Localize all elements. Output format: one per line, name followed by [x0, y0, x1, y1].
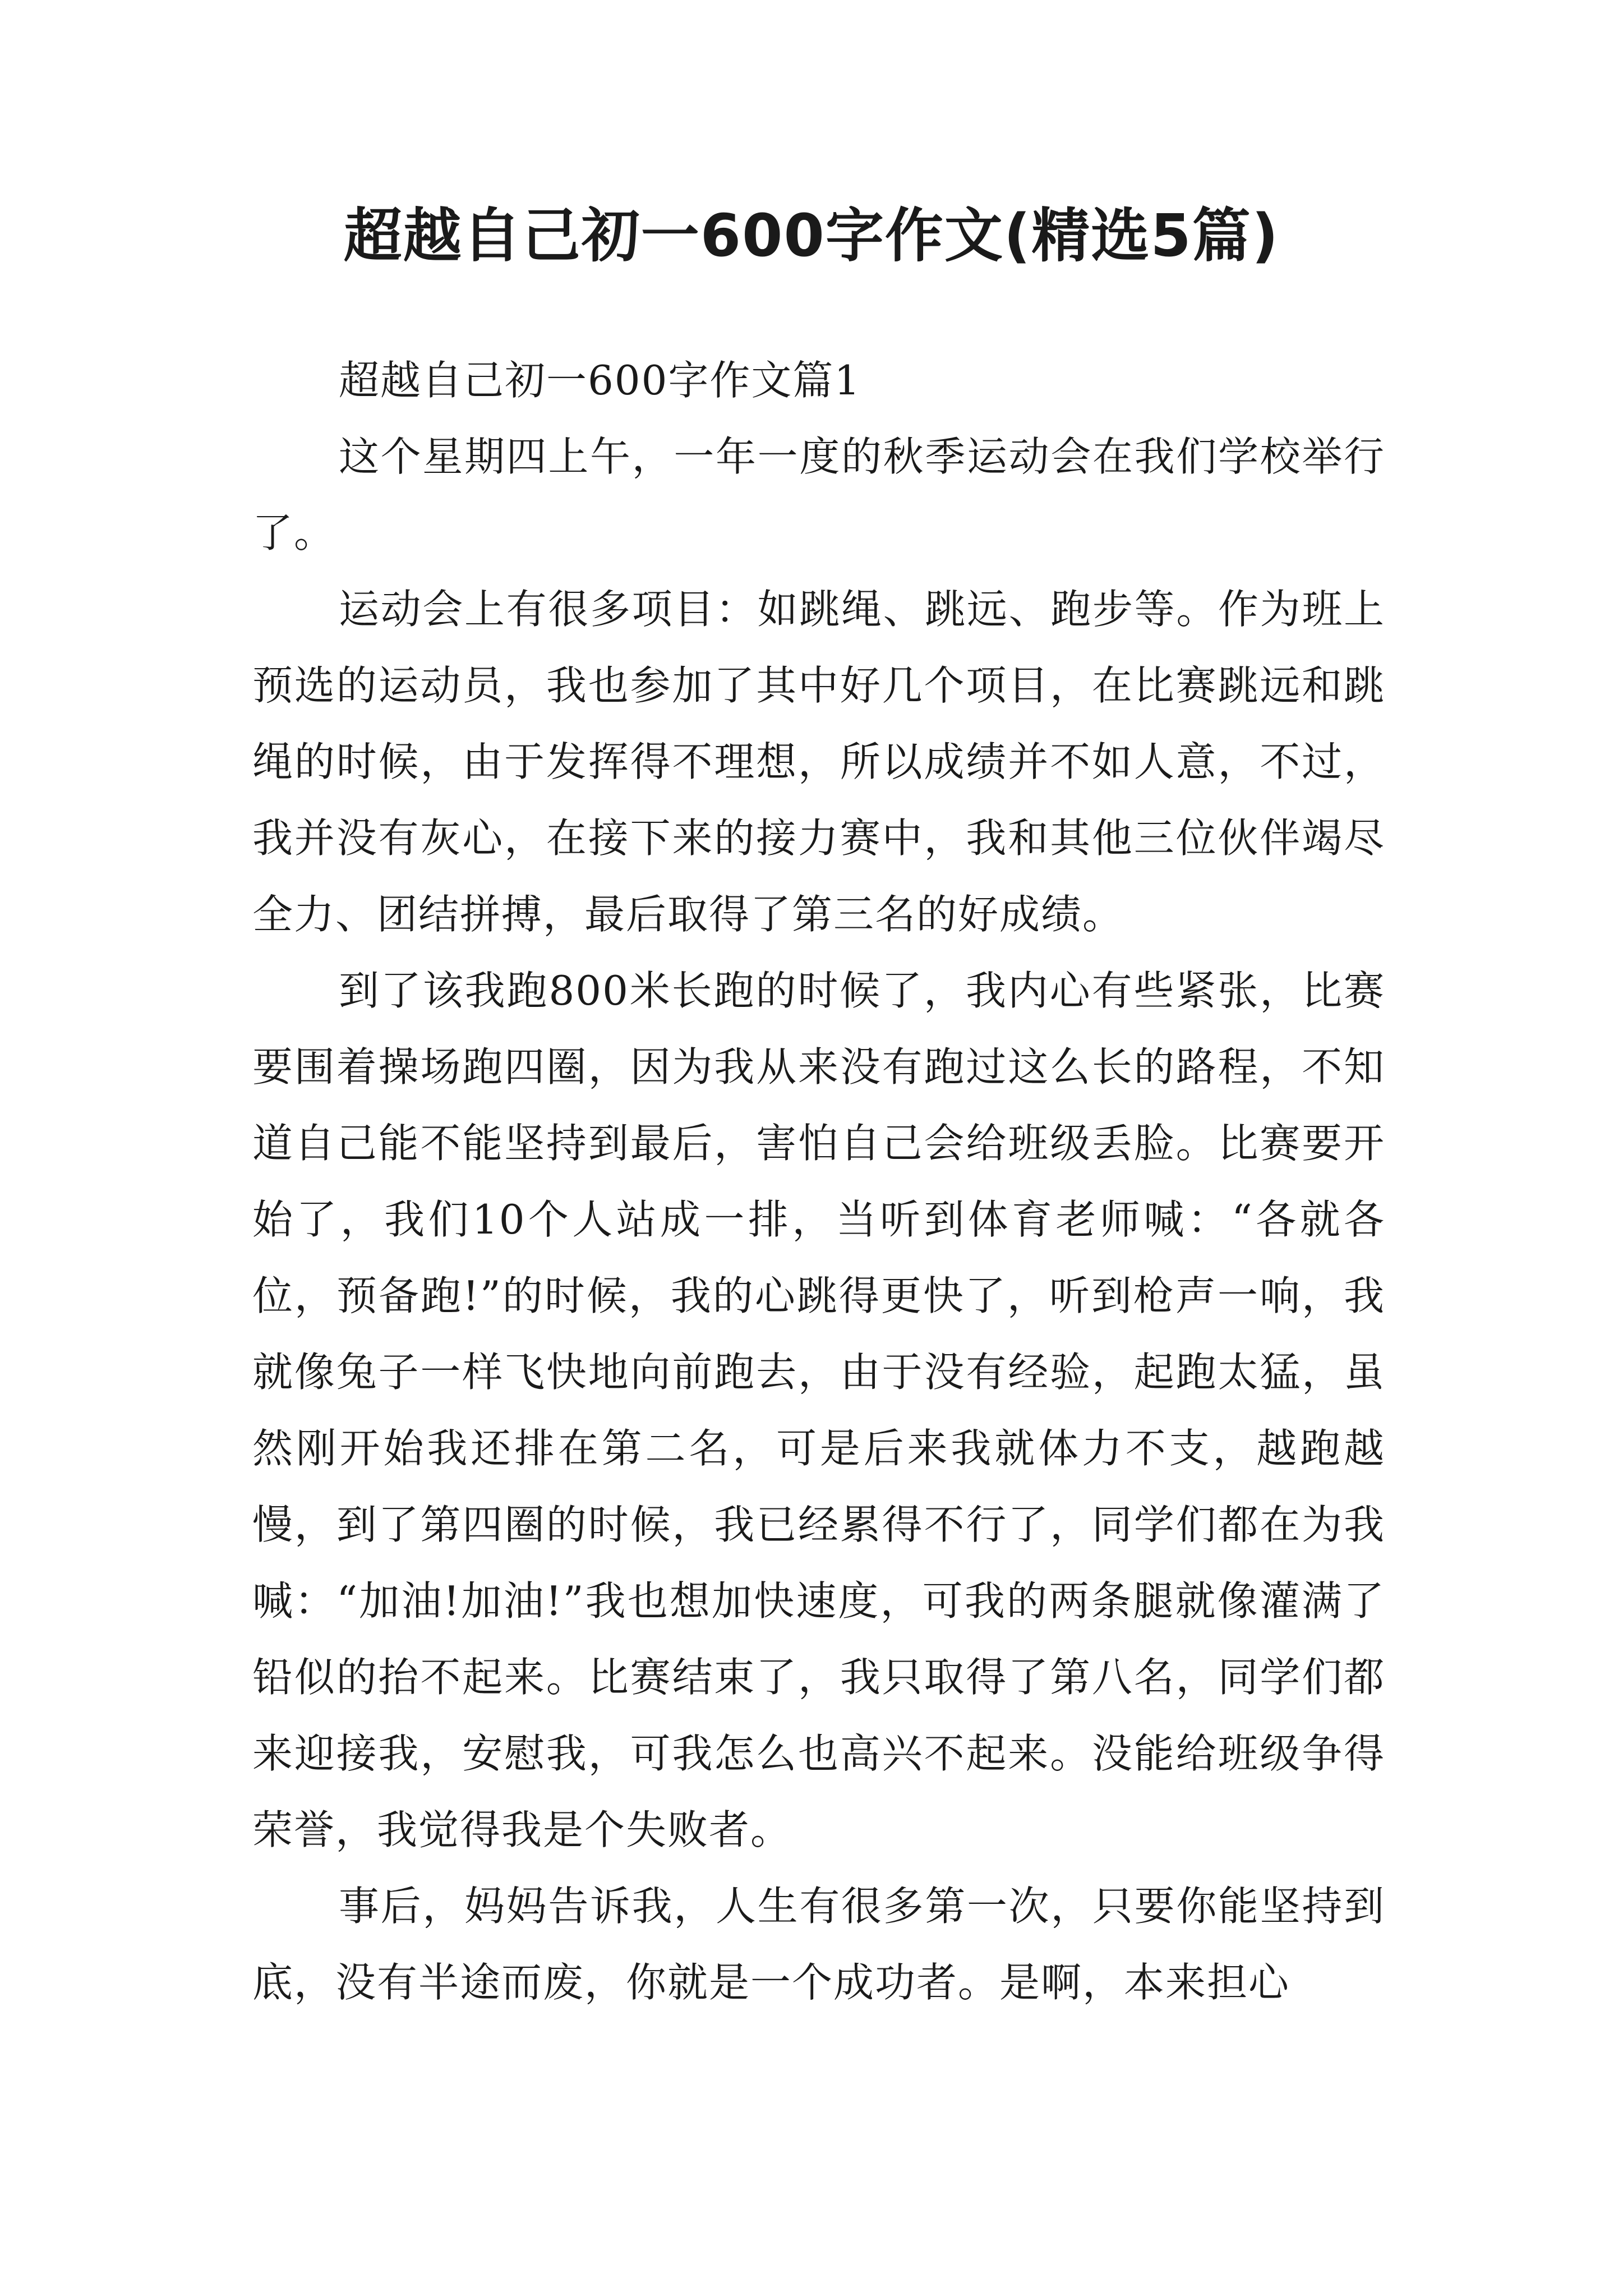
paragraph: 运动会上有很多项目：如跳绳、跳远、跑步等。作为班上预选的运动员，我也参加了其中好几个项目，在比赛跳远和跳绳的时候，由于发挥得不理想，所以成绩并不如人意，不过，我并没有灰心，在接下来的接力赛中，我和其他三位伙伴竭尽全力、团结拼搏，最后取得了第三名的好成绩。 [252, 586, 1385, 938]
paragraph: 这个星期四上午，一年一度的秋季运动会在我们学校举行了。 [252, 433, 1385, 556]
document-title: 超越自己初一600字作文(精选5篇) [343, 201, 1280, 270]
document-body [252, 342, 1385, 2021]
section-heading: 超越自己初一600字作文篇1 [339, 357, 861, 404]
paragraph: 事后，妈妈告诉我，人生有很多第一次，只要你能坚持到底，没有半途而废，你就是一个成功者。是啊，本来担心 [252, 1883, 1385, 2006]
paragraph: 到了该我跑800米长跑的时候了，我内心有些紧张，比赛要围着操场跑四圈，因为我从来没有跑过这么长的路程，不知道自己能不能坚持到最后，害怕自己会给班级丢脸。比赛要开始了，我们10个人站成一排，当听到体育老师喊：“各就各位，预备跑!”的时候，我的心跳得更快了，听到枪声一响，我就像兔子一样飞快地向前跑去，由于没有经验，起跑太猛，虽然刚开始我还排在第二名，可是后来我就体力不支，越跑越慢，到了第四圈的时候，我已经累得不行了，同学们都在为我喊：“加油!加油!”我也想加快速度，可我的两条腿就像灌满了铅似的抬不起来。比赛结束了，我只取得了第八名，同学们都来迎接我，安慰我，可我怎么也高兴不起来。没能给班级争得荣誉，我觉得我是个失败者。 [252, 967, 1385, 1853]
